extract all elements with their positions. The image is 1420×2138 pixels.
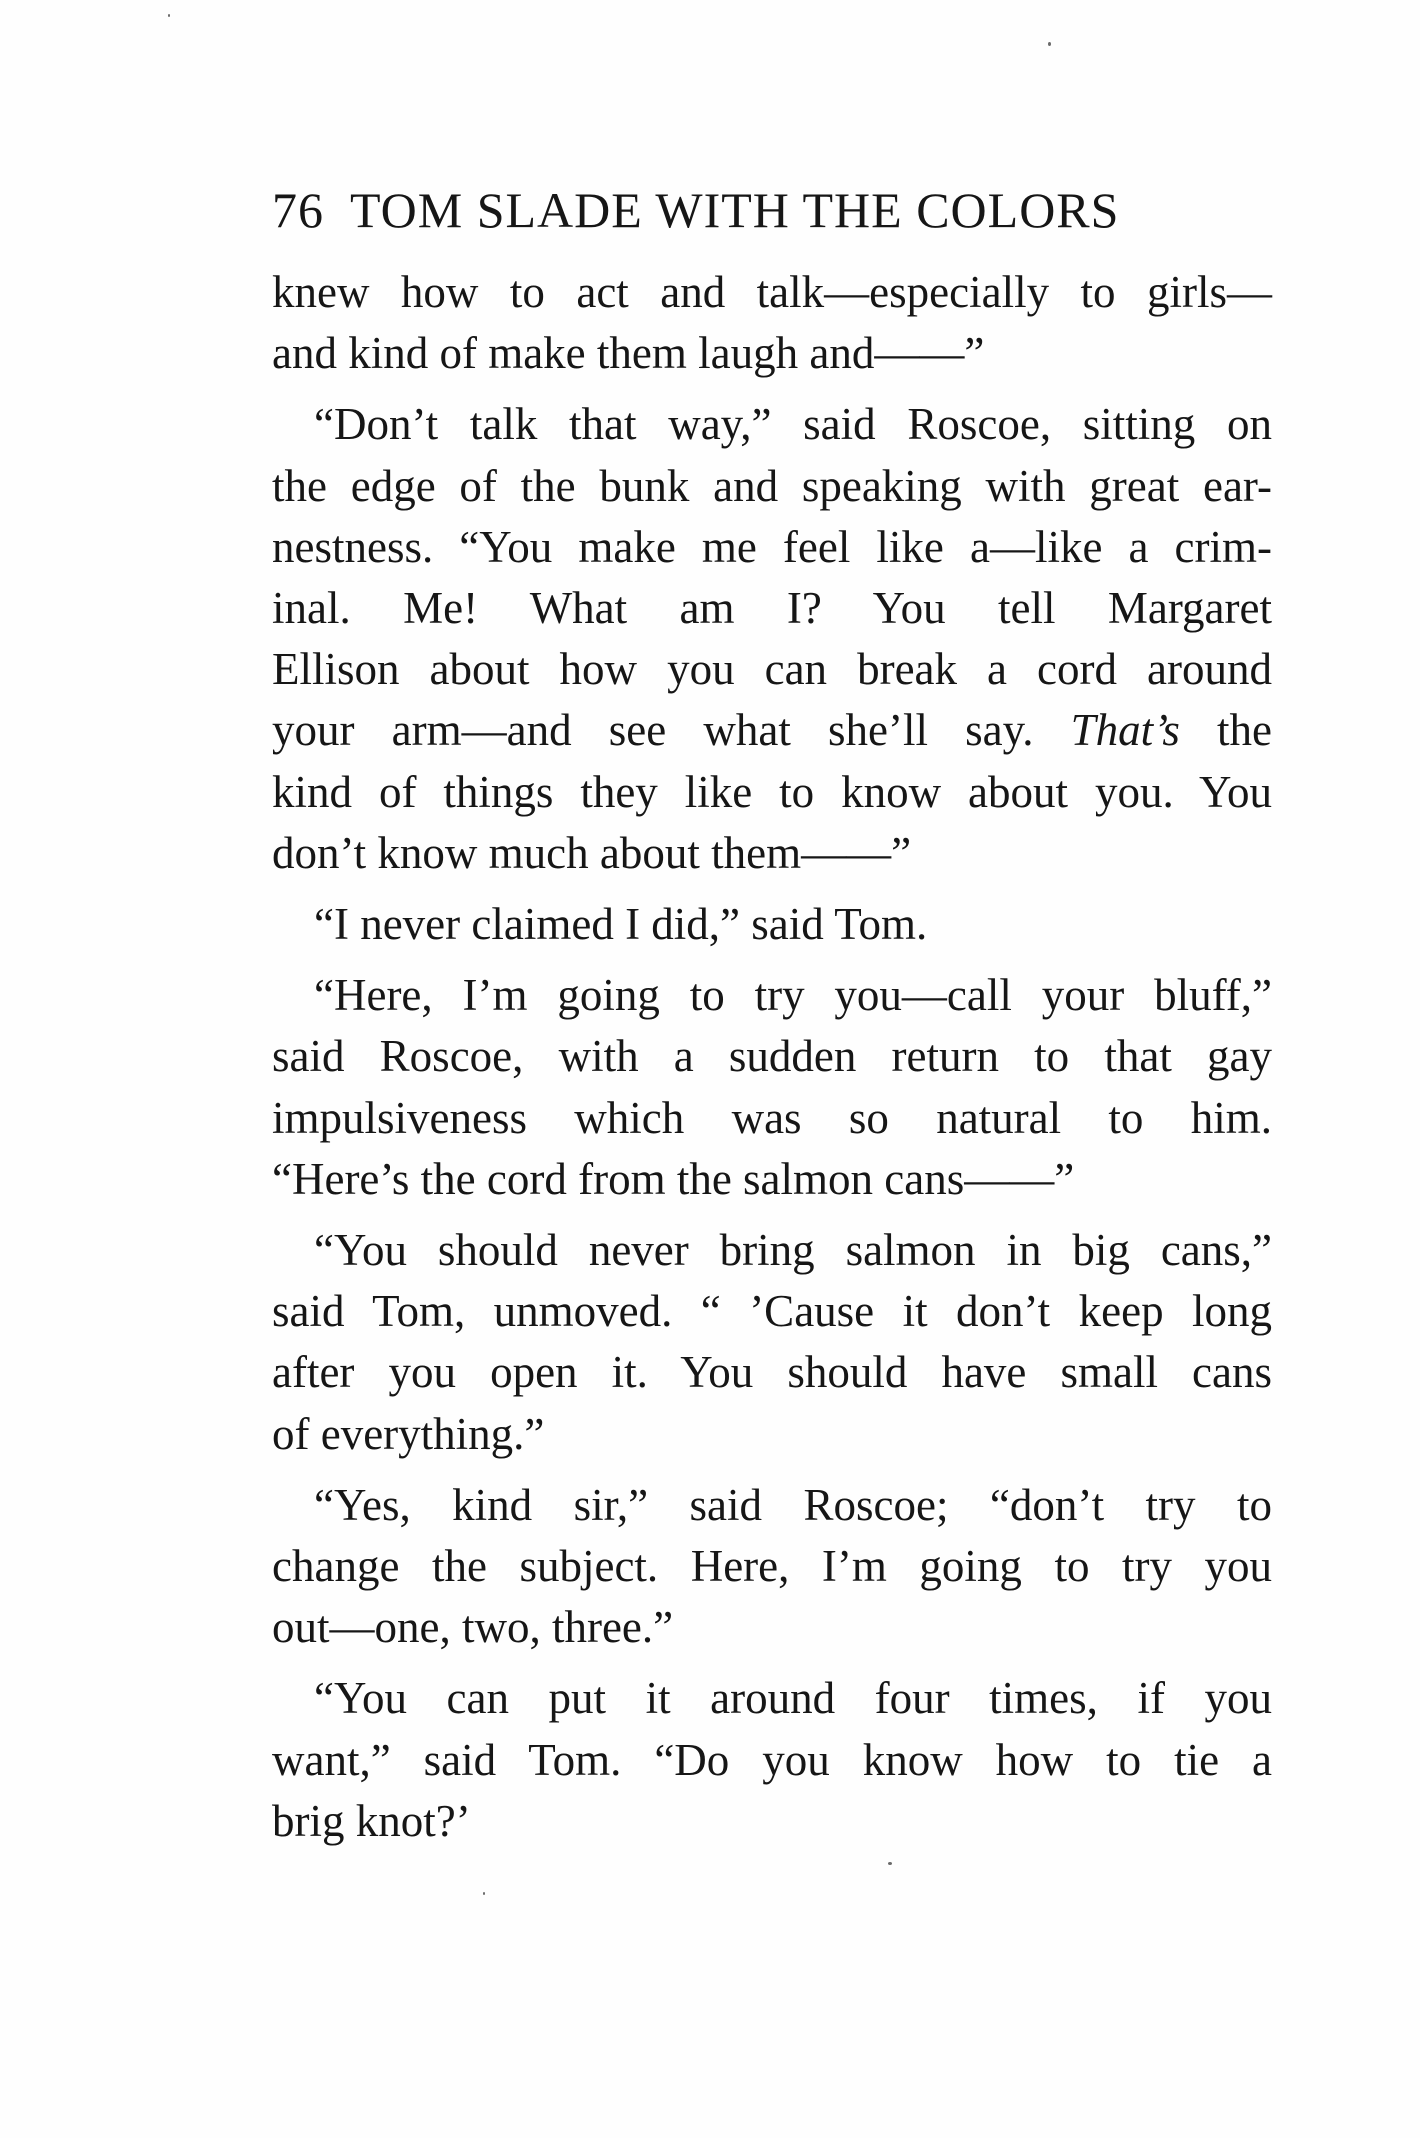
paragraph: [272, 394, 1272, 884]
paragraph: [272, 1668, 1272, 1852]
text-line: “I never claimed I did,” said Tom.: [314, 899, 928, 950]
text-line: of everything.”: [272, 1408, 545, 1459]
text-line: kind of things they like to know about you. You: [272, 766, 1272, 817]
text-line: out—one, two, three.”: [272, 1602, 674, 1653]
scan-speck: [168, 14, 170, 17]
text-line: want,” said Tom. “Do you know how to tie a: [272, 1734, 1272, 1785]
text-line: nestness. “You make me feel like a—like a crim-: [272, 521, 1272, 572]
text-line: said Roscoe, with a sudden return to that gay: [272, 1031, 1272, 1082]
text-line: change the subject. Here, I’m going to try you: [272, 1541, 1272, 1592]
text-line: don’t know much about them——”: [272, 827, 912, 878]
text-line: “You can put it around four times, if you: [314, 1673, 1272, 1724]
text-line: knew how to act and talk—especially to girls—: [272, 267, 1272, 317]
text-line: “Here’s the cord from the salmon cans——”: [272, 1153, 1075, 1204]
paragraph: [272, 1220, 1272, 1465]
text-line: and kind of make them laugh and——”: [272, 328, 985, 379]
text-line: brig knot?’: [272, 1795, 471, 1846]
text-line: “Here, I’m going to try you—call your bluff,”: [314, 970, 1272, 1021]
scan-speck: [888, 1862, 892, 1865]
text-line: your arm—and see what she’ll say. That’s the: [272, 705, 1272, 756]
text-line: “Yes, kind sir,” said Roscoe; “don’t try to: [314, 1479, 1272, 1530]
running-title: TOM SLADE WITH THE COLORS: [350, 182, 1120, 238]
text-line: inal. Me! What am I? You tell Margaret: [272, 583, 1272, 634]
scan-speck: [1048, 42, 1051, 46]
text-line: said Tom, unmoved. “ ’Cause it don’t keep long: [272, 1286, 1272, 1337]
running-head: [272, 180, 1272, 240]
text-line: “Don’t talk that way,” said Roscoe, sitting on: [314, 399, 1272, 450]
text-block: [272, 180, 1272, 1862]
paragraph: [272, 1475, 1272, 1659]
paragraph: [272, 262, 1272, 384]
text-line: the edge of the bunk and speaking with great ear-: [272, 460, 1272, 511]
italic-emphasis: That’s: [1070, 705, 1180, 756]
body-text: [272, 262, 1272, 1852]
paragraph: [272, 894, 1272, 955]
text-line: after you open it. You should have small cans: [272, 1347, 1272, 1398]
text-line: Ellison about how you can break a cord around: [272, 644, 1272, 695]
scan-speck: [483, 1892, 485, 1895]
text-line: impulsiveness which was so natural to him.: [272, 1092, 1272, 1143]
text-line: “You should never bring salmon in big cans,”: [314, 1225, 1272, 1276]
page-number: 76: [272, 182, 324, 238]
paragraph: [272, 965, 1272, 1210]
